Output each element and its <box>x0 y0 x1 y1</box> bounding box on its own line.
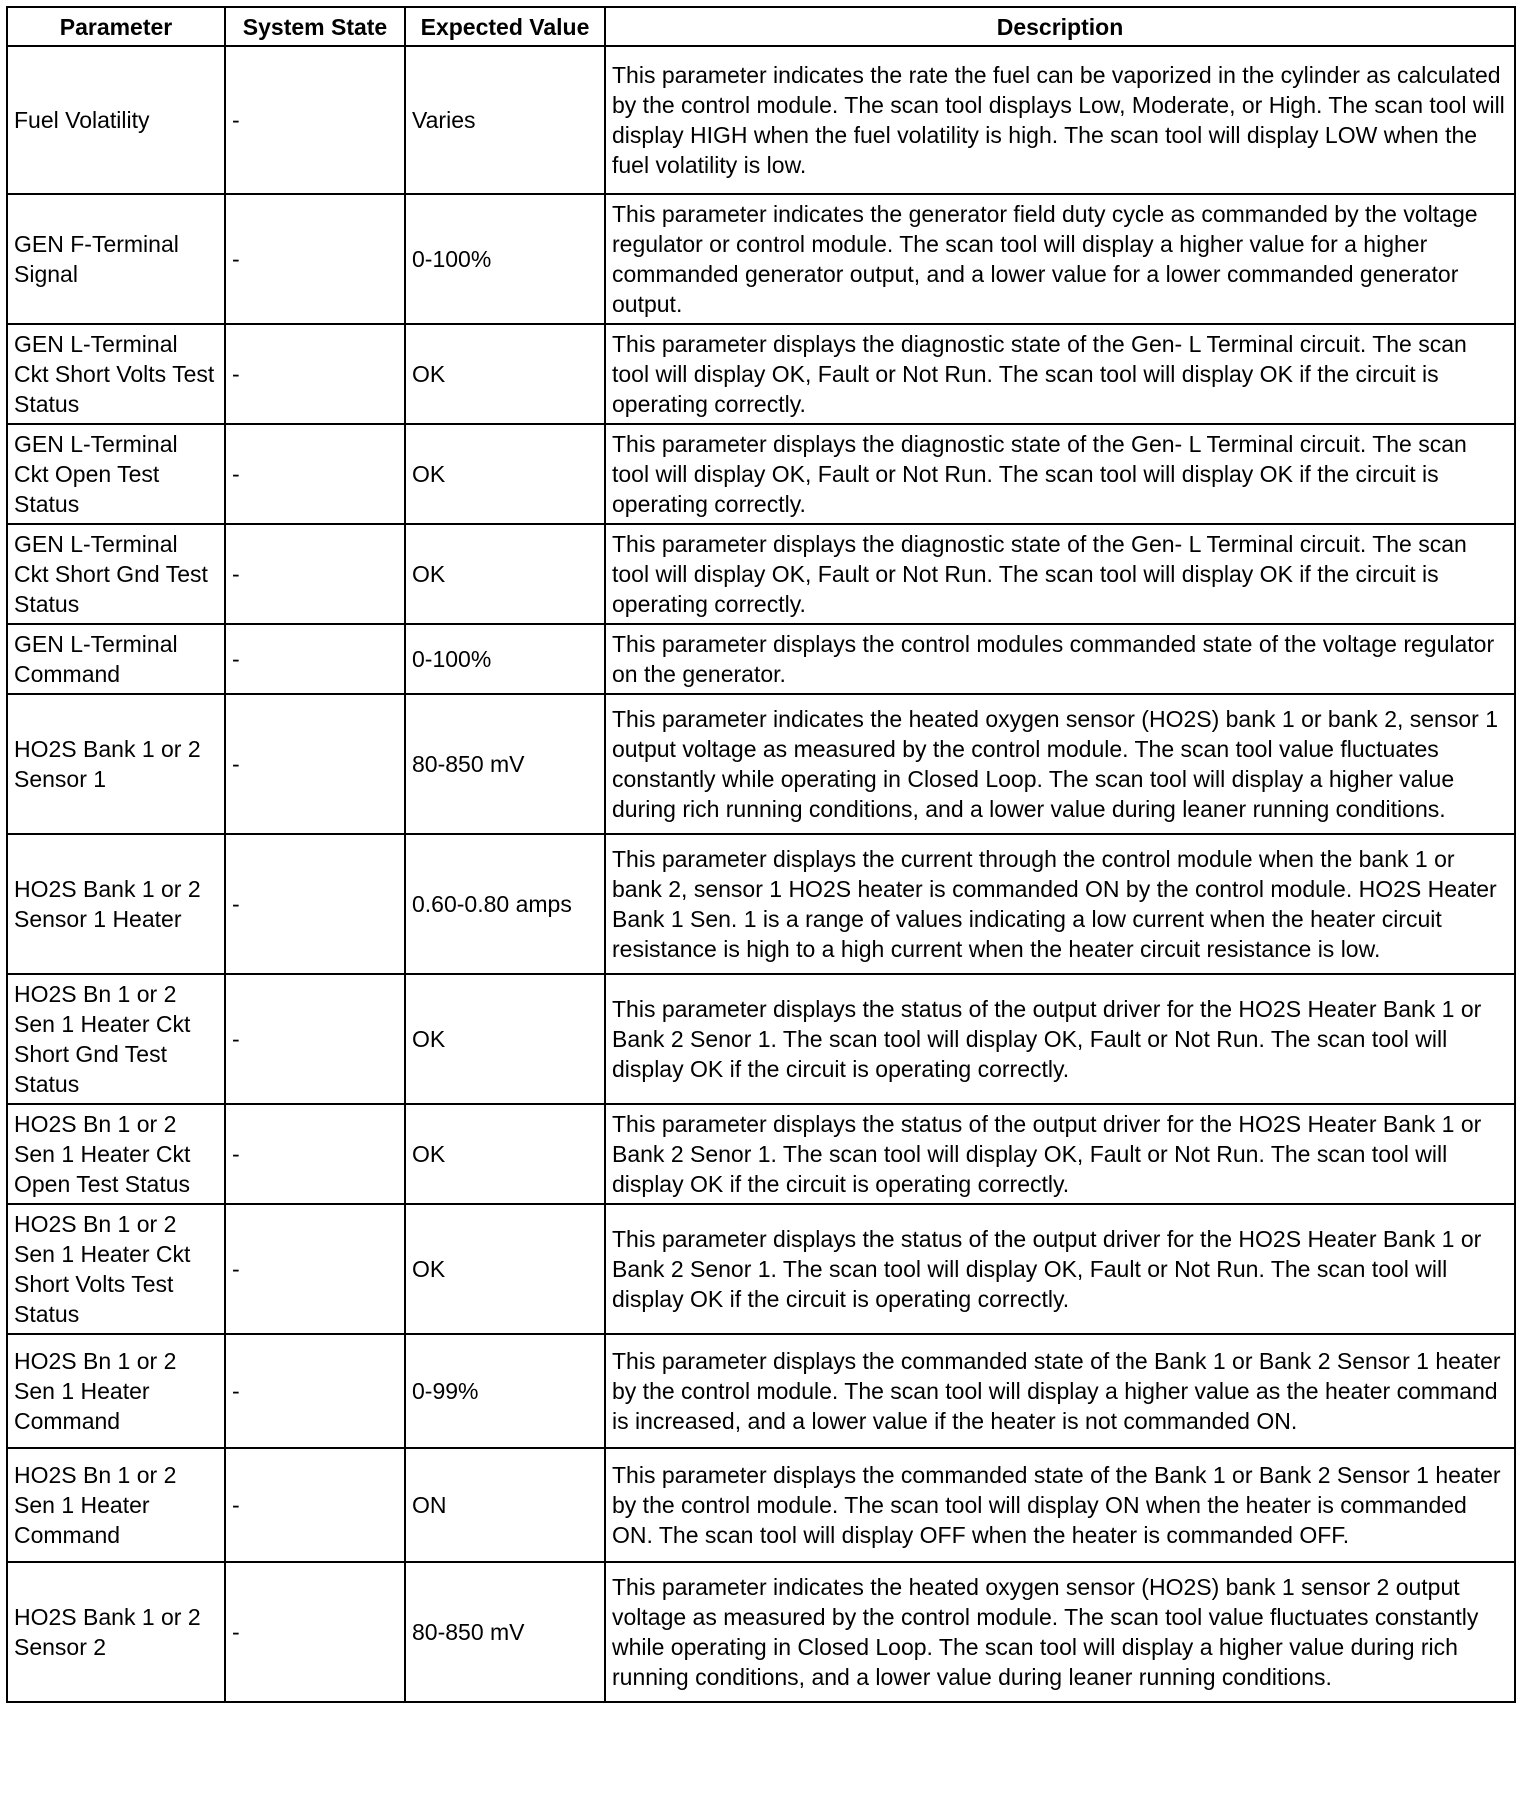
cell-system-state: - <box>225 524 405 624</box>
cell-parameter: HO2S Bn 1 or 2 Sen 1 Heater Command <box>7 1448 225 1562</box>
cell-system-state: - <box>225 1204 405 1334</box>
cell-description: This parameter displays the control modules commanded state of the voltage regulator on the generator. <box>605 624 1515 694</box>
table-row <box>7 1204 1515 1334</box>
cell-description: This parameter displays the diagnostic state of the Gen- L Terminal circuit. The scan tool will display OK, Fault or Not Run. The scan tool will display OK if the circuit is operating correctly. <box>605 424 1515 524</box>
cell-parameter: HO2S Bank 1 or 2 Sensor 2 <box>7 1562 225 1702</box>
cell-parameter: HO2S Bank 1 or 2 Sensor 1 <box>7 694 225 834</box>
header-parameter: Parameter <box>7 7 225 46</box>
cell-parameter: HO2S Bn 1 or 2 Sen 1 Heater Command <box>7 1334 225 1448</box>
cell-parameter: GEN L-Terminal Ckt Open Test Status <box>7 424 225 524</box>
cell-system-state: - <box>225 1448 405 1562</box>
table-row <box>7 974 1515 1104</box>
table-row <box>7 424 1515 524</box>
cell-system-state: - <box>225 1104 405 1204</box>
cell-expected-value: ON <box>405 1448 605 1562</box>
cell-expected-value: 0-99% <box>405 1334 605 1448</box>
parameter-table <box>6 6 1516 1703</box>
cell-parameter: GEN L-Terminal Ckt Short Gnd Test Status <box>7 524 225 624</box>
table-header <box>7 7 1515 46</box>
cell-expected-value: 0-100% <box>405 624 605 694</box>
table-row <box>7 46 1515 194</box>
cell-system-state: - <box>225 324 405 424</box>
table-row <box>7 194 1515 324</box>
cell-system-state: - <box>225 834 405 974</box>
cell-system-state: - <box>225 194 405 324</box>
cell-expected-value: 80-850 mV <box>405 1562 605 1702</box>
cell-system-state: - <box>225 624 405 694</box>
cell-expected-value: OK <box>405 324 605 424</box>
cell-description: This parameter displays the commanded state of the Bank 1 or Bank 2 Sensor 1 heater by the control module. The scan tool will display ON when the heater is commanded ON. The scan tool will display OFF when the heater is commanded OFF. <box>605 1448 1515 1562</box>
table-row <box>7 1448 1515 1562</box>
cell-description: This parameter indicates the heated oxygen sensor (HO2S) bank 1 sensor 2 output voltage as measured by the control module. The scan tool value fluctuates constantly while operating in Closed Loop. The scan tool will display a higher value during rich running conditions, and a lower value during leaner running conditions. <box>605 1562 1515 1702</box>
cell-description: This parameter displays the commanded state of the Bank 1 or Bank 2 Sensor 1 heater by the control module. The scan tool will display a higher value as the heater command is increased, and a lower value if the heater is not commanded ON. <box>605 1334 1515 1448</box>
header-row <box>7 7 1515 46</box>
cell-system-state: - <box>225 1334 405 1448</box>
cell-system-state: - <box>225 46 405 194</box>
cell-expected-value: OK <box>405 974 605 1104</box>
table-row <box>7 1334 1515 1448</box>
cell-description: This parameter indicates the heated oxygen sensor (HO2S) bank 1 or bank 2, sensor 1 output voltage as measured by the control module. The scan tool value fluctuates constantly while operating in Closed Loop. The scan tool will display a higher value during rich running conditions, and a lower value during leaner running conditions. <box>605 694 1515 834</box>
cell-description: This parameter displays the diagnostic state of the Gen- L Terminal circuit. The scan tool will display OK, Fault or Not Run. The scan tool will display OK if the circuit is operating correctly. <box>605 524 1515 624</box>
cell-expected-value: OK <box>405 1104 605 1204</box>
cell-expected-value: OK <box>405 524 605 624</box>
header-description: Description <box>605 7 1515 46</box>
cell-expected-value: 0.60-0.80 amps <box>405 834 605 974</box>
header-system-state: System State <box>225 7 405 46</box>
cell-description: This parameter indicates the generator field duty cycle as commanded by the voltage regulator or control module. The scan tool will display a higher value for a higher commanded generator output, and a lower value for a lower commanded generator output. <box>605 194 1515 324</box>
cell-system-state: - <box>225 974 405 1104</box>
header-expected-value: Expected Value <box>405 7 605 46</box>
cell-parameter: GEN L-Terminal Ckt Short Volts Test Status <box>7 324 225 424</box>
cell-expected-value: OK <box>405 1204 605 1334</box>
cell-description: This parameter displays the status of the output driver for the HO2S Heater Bank 1 or Bank 2 Senor 1. The scan tool will display OK, Fault or Not Run. The scan tool will display OK if the circuit is operating correctly. <box>605 974 1515 1104</box>
cell-parameter: HO2S Bn 1 or 2 Sen 1 Heater Ckt Short Gnd Test Status <box>7 974 225 1104</box>
cell-description: This parameter displays the status of the output driver for the HO2S Heater Bank 1 or Bank 2 Senor 1. The scan tool will display OK, Fault or Not Run. The scan tool will display OK if the circuit is operating correctly. <box>605 1104 1515 1204</box>
cell-system-state: - <box>225 1562 405 1702</box>
cell-system-state: - <box>225 424 405 524</box>
cell-parameter: HO2S Bn 1 or 2 Sen 1 Heater Ckt Short Volts Test Status <box>7 1204 225 1334</box>
table-row <box>7 1104 1515 1204</box>
table-row <box>7 524 1515 624</box>
cell-expected-value: Varies <box>405 46 605 194</box>
table-row <box>7 694 1515 834</box>
table-row <box>7 834 1515 974</box>
cell-system-state: - <box>225 694 405 834</box>
cell-expected-value: 80-850 mV <box>405 694 605 834</box>
cell-parameter: Fuel Volatility <box>7 46 225 194</box>
cell-description: This parameter indicates the rate the fuel can be vaporized in the cylinder as calculated by the control module. The scan tool displays Low, Moderate, or High. The scan tool will display HIGH when the fuel volatility is high. The scan tool will display LOW when the fuel volatility is low. <box>605 46 1515 194</box>
cell-parameter: HO2S Bn 1 or 2 Sen 1 Heater Ckt Open Test Status <box>7 1104 225 1204</box>
cell-expected-value: 0-100% <box>405 194 605 324</box>
cell-parameter: GEN F-Terminal Signal <box>7 194 225 324</box>
table-row <box>7 324 1515 424</box>
table-body <box>7 46 1515 1702</box>
cell-parameter: GEN L-Terminal Command <box>7 624 225 694</box>
cell-description: This parameter displays the current through the control module when the bank 1 or bank 2, sensor 1 HO2S heater is commanded ON by the control module. HO2S Heater Bank 1 Sen. 1 is a range of values indicating a low current when the heater circuit resistance is high to a high current when the heater circuit resistance is low. <box>605 834 1515 974</box>
table-row <box>7 1562 1515 1702</box>
table-row <box>7 624 1515 694</box>
cell-parameter: HO2S Bank 1 or 2 Sensor 1 Heater <box>7 834 225 974</box>
cell-description: This parameter displays the status of the output driver for the HO2S Heater Bank 1 or Bank 2 Senor 1. The scan tool will display OK, Fault or Not Run. The scan tool will display OK if the circuit is operating correctly. <box>605 1204 1515 1334</box>
cell-description: This parameter displays the diagnostic state of the Gen- L Terminal circuit. The scan tool will display OK, Fault or Not Run. The scan tool will display OK if the circuit is operating correctly. <box>605 324 1515 424</box>
cell-expected-value: OK <box>405 424 605 524</box>
